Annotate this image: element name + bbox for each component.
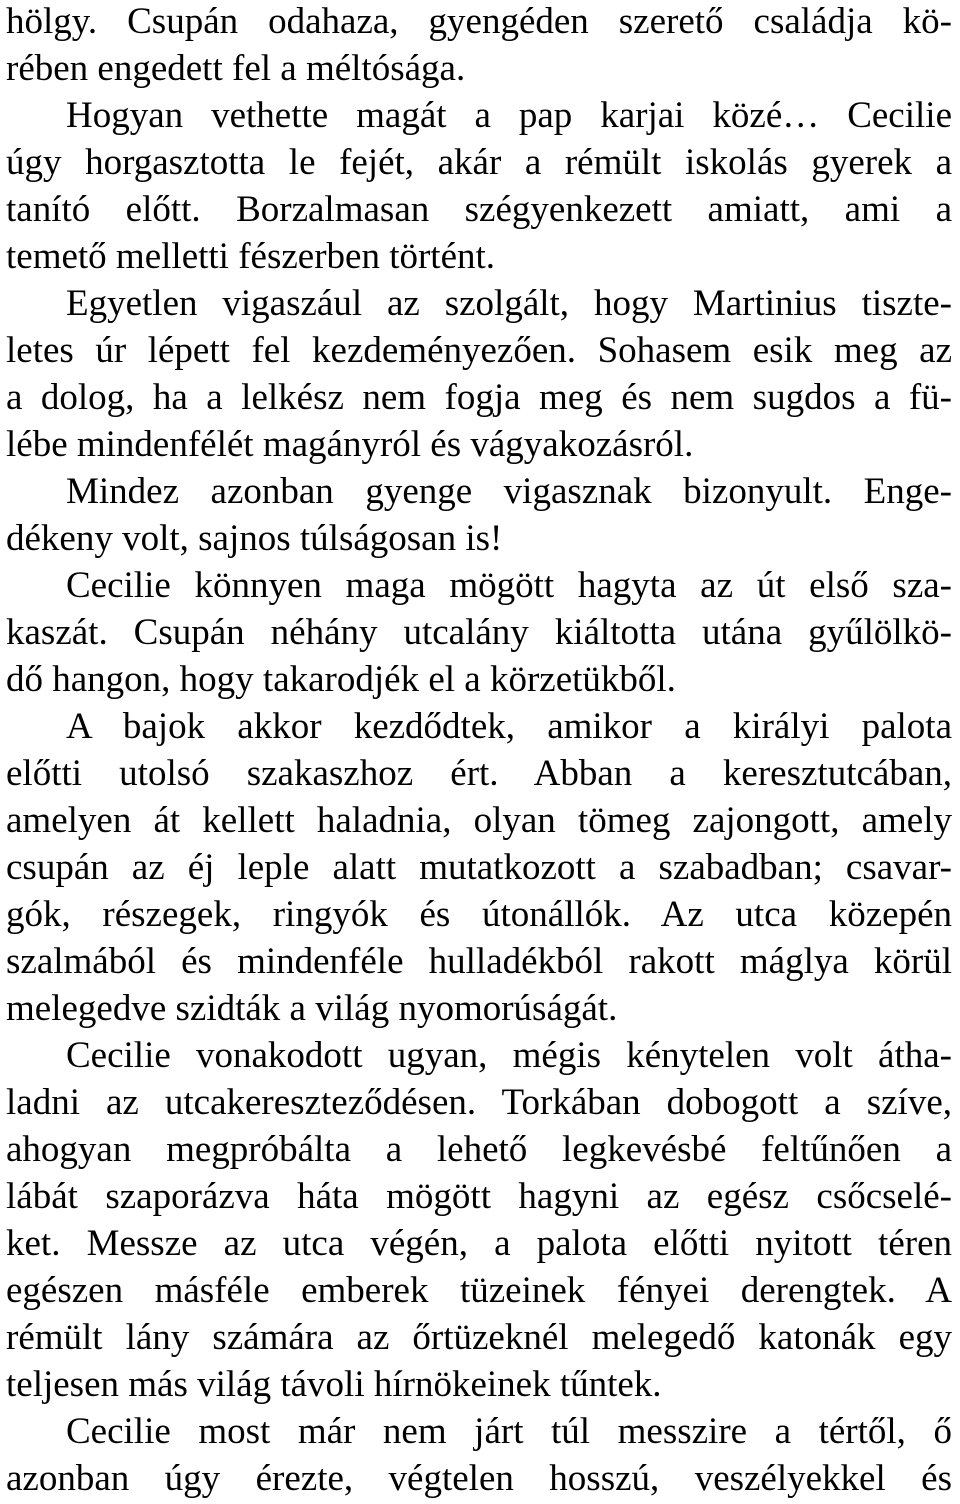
text-line: rében engedett fel a méltósága. bbox=[6, 48, 466, 89]
text-line: tanító előtt. Borzalmasan szégyenkezett amiatt, ami a bbox=[6, 189, 952, 230]
text-line: ahogyan megpróbálta a lehető legkevésbé feltűnően a bbox=[6, 1129, 952, 1170]
text-line: gók, részegek, ringyók és útonállók. Az utca közepén bbox=[6, 894, 952, 935]
text-line: úgy horgasztotta le fejét, akár a rémült iskolás gyerek a bbox=[6, 142, 952, 183]
text-line: kaszát. Csupán néhány utcalány kiáltotta utána gyűlölkö- bbox=[6, 612, 952, 653]
text-line: Egyetlen vigaszául az szolgált, hogy Martinius tiszte- bbox=[66, 283, 952, 324]
text-line: azonban úgy érezte, végtelen hosszú, veszélyekkel és bbox=[6, 1458, 952, 1499]
text-line: A bajok akkor kezdődtek, amikor a királyi palota bbox=[66, 706, 952, 747]
text-line: Cecilie könnyen maga mögött hagyta az út első sza- bbox=[66, 565, 952, 606]
text-line: ladni az utcakereszteződésen. Torkában dobogott a szíve, bbox=[6, 1082, 952, 1123]
text-line: egészen másféle emberek tüzeinek fényei derengtek. A bbox=[6, 1270, 952, 1311]
text-line: lébe mindenfélét magányról és vágyakozásról. bbox=[6, 424, 694, 465]
text-line: előtti utolsó szakaszhoz ért. Abban a keresztutcában, bbox=[6, 753, 952, 794]
text-line: melegedve szidták a világ nyomorúságát. bbox=[6, 988, 618, 1029]
text-line: a dolog, ha a lelkész nem fogja meg és nem sugdos a fü- bbox=[6, 377, 952, 418]
text-line: letes úr lépett fel kezdeményezően. Sohasem esik meg az bbox=[6, 330, 952, 371]
text-line: teljesen más világ távoli hírnökeinek tűntek. bbox=[6, 1364, 662, 1405]
text-line: amelyen át kellett haladnia, olyan tömeg zajongott, amely bbox=[6, 800, 952, 841]
text-line: Cecilie most már nem járt túl messzire a tértől, ő bbox=[66, 1411, 952, 1452]
text-line: Mindez azonban gyenge vigasznak bizonyult. Enge- bbox=[66, 471, 952, 512]
text-line: szalmából és mindenféle hulladékból rakott máglya körül bbox=[6, 941, 952, 982]
text-line: rémült lány számára az őrtüzeknél melegedő katonák egy bbox=[6, 1317, 952, 1358]
text-line: dékeny volt, sajnos túlságosan is! bbox=[6, 518, 503, 559]
text-line: csupán az éj leple alatt mutatkozott a szabadban; csavar- bbox=[6, 847, 952, 888]
text-line: dő hangon, hogy takarodjék el a körzetükből. bbox=[6, 659, 676, 700]
text-line: hölgy. Csupán odahaza, gyengéden szerető családja kö- bbox=[6, 1, 952, 42]
text-line: Cecilie vonakodott ugyan, mégis kénytelen volt átha- bbox=[66, 1035, 952, 1076]
text-line: lábát szaporázva háta mögött hagyni az egész csőcselé- bbox=[6, 1176, 952, 1217]
text-line: ket. Messze az utca végén, a palota előtti nyitott téren bbox=[6, 1223, 952, 1264]
text-line: temető melletti fészerben történt. bbox=[6, 236, 496, 277]
text-line: Hogyan vethette magát a pap karjai közé… Cecilie bbox=[66, 95, 952, 136]
